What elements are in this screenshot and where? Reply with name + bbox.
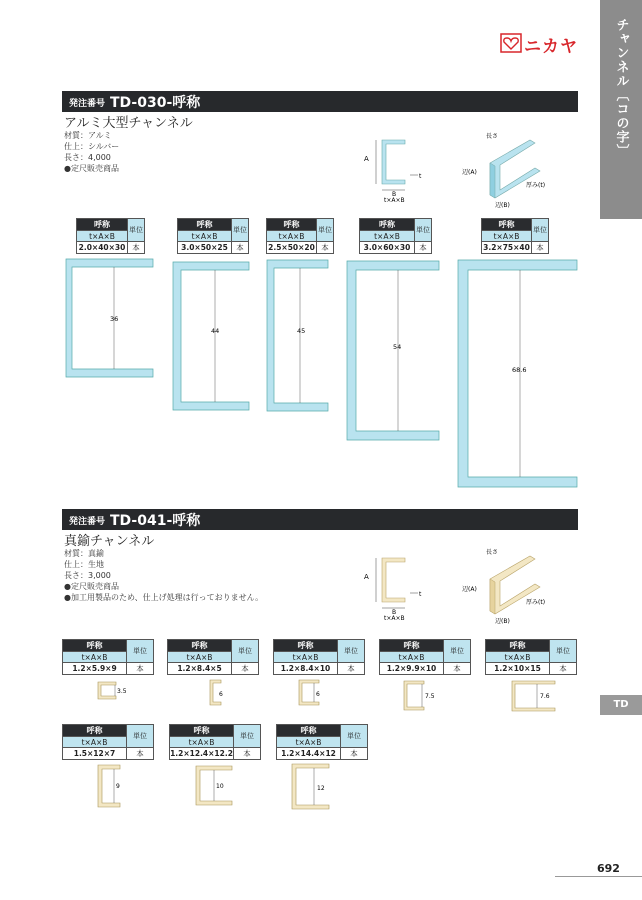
s2-t8-unit-header: 単位 [341, 725, 368, 748]
section1-material: 材質：アルミ [64, 131, 112, 140]
diagram1-a-label: A [364, 155, 369, 163]
s2-t4-unit-header: 単位 [444, 640, 471, 663]
s1-profile-2 [173, 262, 249, 410]
section2-isometric-diagram [460, 544, 560, 626]
s2-t4-size: 1.2×9.9×10 [380, 663, 444, 675]
s1-t4-unit-header: 単位 [415, 219, 432, 242]
s1-t5-sub: t×A×B [482, 231, 532, 242]
s2-profile-5 [512, 681, 555, 711]
s1-profile-5 [458, 260, 577, 487]
s2-t8-header: 呼称 [277, 725, 341, 737]
s2-profile-8 [292, 764, 329, 809]
s1-t3-unit-header: 単位 [317, 219, 334, 242]
s1-profile-1-dim: 36 [110, 315, 119, 323]
section2-code: TD-041-呼称 [110, 513, 201, 529]
diagram1-thickness-label: 厚み(t) [526, 182, 546, 189]
section2-spec [64, 548, 263, 603]
s1-profile-4 [347, 261, 439, 440]
s2-t7-header: 呼称 [170, 725, 234, 737]
s1-t1-sub: t×A×B [77, 231, 128, 242]
section1-note: ●定尺販売商品 [64, 164, 119, 173]
s1-table-4 [359, 218, 432, 254]
diagram2-a-label: A [364, 573, 369, 581]
s1-profile-1 [66, 259, 153, 377]
s1-table-1 [76, 218, 145, 254]
diagram2-length-label: 長さ [486, 549, 499, 556]
s1-table-2 [177, 218, 249, 254]
s1-t2-unit: 本 [232, 242, 249, 254]
s2-t6-size: 1.5×12×7 [63, 748, 127, 760]
s1-t1-unit-header: 単位 [128, 219, 145, 242]
diagram1-txaxb-label: t×A×B [384, 197, 405, 204]
section1-finish: 仕上：シルバー [64, 142, 120, 151]
s1-t4-header: 呼称 [360, 219, 415, 231]
diagram1-t-label: t [419, 173, 422, 180]
s1-t3-size: 2.5×50×20 [268, 243, 315, 252]
s2-profile-5-dim: 7.6 [540, 693, 550, 700]
s2-t4-unit: 本 [444, 663, 471, 675]
diagram1-length-label: 長さ [486, 133, 499, 140]
s2-t2-unit: 本 [232, 663, 259, 675]
page-number: 692 [597, 862, 620, 875]
s2-t5-header: 呼称 [486, 640, 550, 652]
s2-profile-6-dim: 9 [116, 783, 120, 790]
section2-note1: ●定尺販売商品 [64, 582, 119, 591]
diagram2-txaxb-label: t×A×B [384, 615, 405, 622]
diagram2-t-label: t [419, 591, 422, 598]
s2-t4-header: 呼称 [380, 640, 444, 652]
s2-t1-unit-header: 単位 [127, 640, 154, 663]
diagram1-side-a-label: 辺(A) [462, 169, 477, 176]
s2-t6-unit: 本 [127, 748, 154, 760]
s2-t7-unit: 本 [234, 748, 261, 760]
section2-finish: 仕上：生地 [64, 560, 104, 569]
s1-t1-unit: 本 [128, 242, 145, 254]
s2-t6-unit-header: 単位 [127, 725, 154, 748]
section2-note2: ●加工用製品のため、仕上げ処理は行っておりません。 [64, 593, 264, 602]
section1-title: アルミ大型チャンネル [64, 116, 193, 131]
s2-t5-sub: t×A×B [486, 652, 550, 663]
diagram2-b-label: B [392, 609, 397, 616]
diagram2-side-a-label: 辺(A) [462, 586, 477, 593]
s1-t2-unit-header: 単位 [232, 219, 249, 242]
section1-length: 長さ：4,000 [64, 153, 111, 162]
section2-order-label: 発注番号 [69, 517, 106, 527]
td-index-label: TD [600, 695, 642, 715]
s1-t4-sub: t×A×B [360, 231, 415, 242]
s1-t4-unit: 本 [415, 242, 432, 254]
s1-profile-3-dim: 45 [297, 327, 306, 335]
s2-t3-unit-header: 単位 [338, 640, 365, 663]
section1-isometric-diagram [460, 128, 560, 210]
s1-t3-unit: 本 [317, 242, 334, 254]
s2-profile-7-dim: 10 [216, 783, 224, 790]
brand-logo-text: ニカヤ [524, 37, 578, 57]
s1-t2-header: 呼称 [178, 219, 232, 231]
s1-t2-sub: t×A×B [178, 231, 232, 242]
side-tab-label: チャンネル〔コの字〕 [613, 18, 629, 158]
s2-t5-unit: 本 [550, 663, 577, 675]
s2-t8-unit: 本 [341, 748, 368, 760]
s1-profile-4-dim: 54 [393, 343, 402, 351]
s1-t1-header: 呼称 [77, 219, 128, 231]
section1-profiles [0, 255, 600, 495]
s2-t1-sub: t×A×B [63, 652, 127, 663]
s2-t2-unit-header: 単位 [232, 640, 259, 663]
s2-t2-header: 呼称 [168, 640, 232, 652]
section2-profiles [0, 670, 600, 820]
s2-profile-6 [98, 765, 120, 807]
s2-t7-unit-header: 単位 [234, 725, 261, 748]
s2-t3-unit: 本 [338, 663, 365, 675]
s2-t3-header: 呼称 [274, 640, 338, 652]
s2-profile-2-dim: 6 [219, 691, 223, 698]
section2-title: 真鍮チャンネル [64, 534, 155, 549]
section2-cross-section-diagram [360, 553, 430, 623]
section1-cross-section-diagram [360, 135, 430, 205]
s1-t5-unit-header: 単位 [532, 219, 549, 242]
s2-profile-3 [299, 680, 320, 705]
section2-material: 材質：真鍮 [64, 549, 104, 558]
s2-t3-sub: t×A×B [274, 652, 338, 663]
s2-t7-sub: t×A×B [170, 737, 234, 748]
s2-profile-1 [98, 682, 127, 699]
s1-t5-header: 呼称 [482, 219, 532, 231]
s2-t6-header: 呼称 [63, 725, 127, 737]
s2-t6-sub: t×A×B [63, 737, 127, 748]
s1-t5-unit: 本 [532, 242, 549, 254]
s2-t5-size: 1.2×10×15 [486, 663, 550, 675]
s2-t8-sub: t×A×B [277, 737, 341, 748]
s2-profile-8-dim: 12 [317, 785, 325, 792]
section2-length: 長さ：3,000 [64, 571, 111, 580]
s2-t2-sub: t×A×B [168, 652, 232, 663]
s2-t7-size: 1.2×12.4×12.2 [170, 749, 233, 758]
diagram2-thickness-label: 厚み(t) [526, 599, 546, 606]
s1-profile-2-dim: 44 [211, 327, 220, 335]
s1-t2-size: 3.0×50×25 [178, 242, 232, 254]
section1-order-label: 発注番号 [69, 99, 106, 109]
s2-profile-4-dim: 7.5 [425, 693, 435, 700]
s1-t3-sub: t×A×B [267, 231, 317, 242]
s2-t1-unit: 本 [127, 663, 154, 675]
s1-t5-size: 3.2×75×40 [483, 243, 530, 252]
s2-profile-4 [404, 681, 435, 710]
s2-t4-sub: t×A×B [380, 652, 444, 663]
s1-t4-size: 3.0×60×30 [360, 242, 415, 254]
section1-code: TD-030-呼称 [110, 95, 201, 111]
heart-logo-icon [500, 33, 522, 53]
s2-profile-7 [196, 766, 232, 805]
diagram2-side-b-label: 辺(B) [495, 618, 510, 625]
s2-profile-1-dim: 3.5 [117, 688, 127, 695]
s2-profile-3-dim: 6 [316, 691, 320, 698]
s2-t3-size: 1.2×8.4×10 [274, 663, 338, 675]
s1-profile-5-dim: 68.6 [512, 366, 527, 374]
s2-t8-size: 1.2×14.4×12 [277, 748, 341, 760]
diagram1-b-label: B [392, 191, 397, 198]
s1-t1-size: 2.0×40×30 [77, 242, 128, 254]
s2-t5-unit-header: 単位 [550, 640, 577, 663]
section2-header-bar [62, 509, 578, 530]
s1-table-3 [266, 218, 334, 254]
s2-t1-header: 呼称 [63, 640, 127, 652]
s1-table-5 [481, 218, 549, 254]
s1-profile-3 [267, 260, 328, 411]
section1-spec [64, 130, 119, 174]
s2-profile-2 [210, 680, 223, 705]
s2-t2-size: 1.2×8.4×5 [168, 663, 232, 675]
diagram1-side-b-label: 辺(B) [495, 202, 510, 209]
page-number-rule [555, 876, 642, 877]
section1-header-bar [62, 91, 578, 112]
s1-t3-header: 呼称 [267, 219, 317, 231]
s2-t1-size: 1.2×5.9×9 [63, 663, 127, 675]
